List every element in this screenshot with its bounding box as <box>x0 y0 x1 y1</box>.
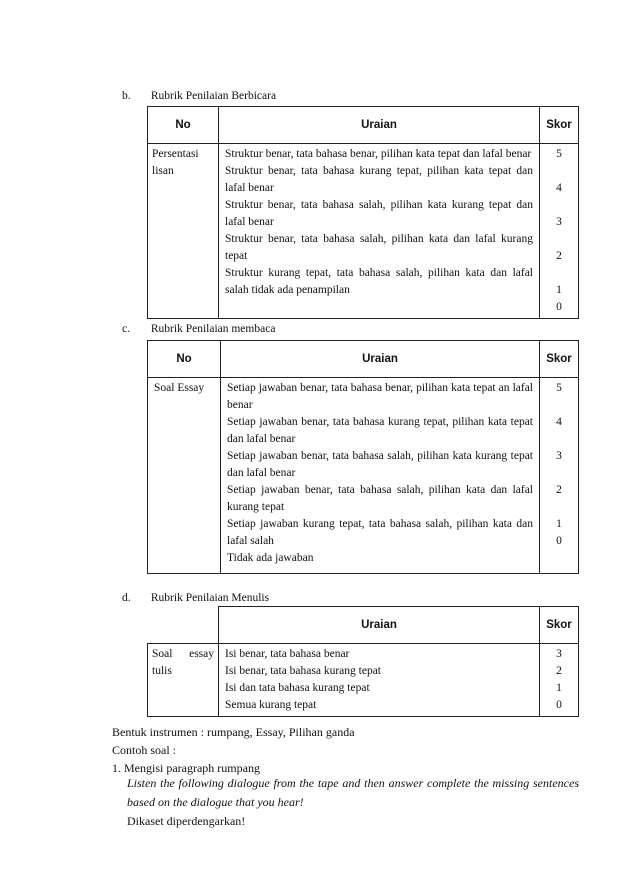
score-value: 1 <box>556 284 562 296</box>
table-row <box>148 378 579 574</box>
criterion-text: Struktur benar, tata bahasa salah, pilihan kata dan lafal kurang tepat <box>225 233 533 262</box>
score-value: 2 <box>556 250 562 262</box>
section-d-heading <box>122 592 269 604</box>
score-value: 3 <box>556 450 562 462</box>
speaking-rubric-table <box>147 106 579 319</box>
criterion-text: Isi dan tata bahasa kurang tepat <box>225 682 370 694</box>
criterion-text: Setiap jawaban benar, tata bahasa kurang tepat, pilihan kata tepat dan lafal benar <box>227 416 533 445</box>
description-cell <box>221 378 540 574</box>
score-value: 2 <box>556 665 562 677</box>
instrument-form-line: Bentuk instrumen : rumpang, Essay, Pilihan ganda <box>112 725 355 739</box>
category-cell: Persentasi lisan <box>148 144 219 319</box>
task-heading: 1. Mengisi paragraph rumpang <box>112 761 260 775</box>
score-value: 3 <box>556 216 562 228</box>
criterion-text: Setiap jawaban kurang tepat, tata bahasa salah, pilihan kata dan lafal salah <box>227 518 533 547</box>
section-c-letter: c. <box>122 323 130 335</box>
score-cell <box>540 144 579 319</box>
tape-note: Dikaset diperdengarkan! <box>127 814 246 828</box>
score-value: 5 <box>556 148 562 160</box>
writing-rubric-table <box>147 606 579 717</box>
section-b-heading <box>122 90 276 102</box>
criterion-text: Isi benar, tata bahasa benar <box>225 648 350 660</box>
header-skor: Skor <box>540 607 579 644</box>
section-d-letter: d. <box>122 592 131 604</box>
criterion-text: Struktur kurang tepat, tata bahasa salah, pilihan kata dan lafal salah tidak ada penampilan <box>225 267 533 296</box>
score-value: 5 <box>556 382 562 394</box>
section-b-title: Rubrik Penilaian Berbicara <box>150 90 277 102</box>
score-value: 1 <box>556 682 562 694</box>
description-cell <box>219 144 540 319</box>
table-header-row <box>148 107 579 144</box>
header-blank-cell <box>148 607 219 644</box>
table-row <box>148 144 579 319</box>
header-no: No <box>148 341 221 378</box>
category-cell: Soal Essay <box>148 378 221 574</box>
score-value: 4 <box>556 182 562 194</box>
header-uraian: Uraian <box>219 607 540 644</box>
header-no: No <box>148 107 219 144</box>
score-value: 0 <box>556 699 562 711</box>
criterion-text: Semua kurang tepat <box>225 699 317 711</box>
header-skor: Skor <box>540 107 579 144</box>
example-label: Contoh soal : <box>112 743 177 757</box>
criterion-text: Struktur benar, tata bahasa salah, pilihan kata kurang tepat dan lafal benar <box>225 199 533 228</box>
score-value: 0 <box>556 301 562 313</box>
criterion-text: Tidak ada jawaban <box>227 552 314 564</box>
criterion-text: Setiap jawaban benar, tata bahasa benar, pilihan kata tepat an lafal benar <box>227 382 533 411</box>
score-value: 1 <box>556 518 562 530</box>
score-cell <box>540 378 579 574</box>
criterion-text: Setiap jawaban benar, tata bahasa salah, pilihan kata dan lafal kurang tepat <box>227 484 533 513</box>
criterion-text: Struktur benar, tata bahasa benar, pilihan kata tepat dan lafal benar <box>225 148 532 160</box>
section-c-heading <box>122 323 275 335</box>
table-header-row <box>148 341 579 378</box>
section-d-title: Rubrik Penilaian Menulis <box>150 592 270 604</box>
section-b-letter: b. <box>122 90 131 102</box>
score-cell <box>540 644 579 717</box>
category-cell: Soal essay tulis <box>148 644 219 717</box>
criterion-text: Isi benar, tata bahasa kurang tepat <box>225 665 381 677</box>
header-skor: Skor <box>540 341 579 378</box>
description-cell <box>219 644 540 717</box>
score-value: 0 <box>556 535 562 547</box>
header-uraian: Uraian <box>221 341 540 378</box>
score-value: 4 <box>556 416 562 428</box>
table-row <box>148 644 579 717</box>
score-value: 2 <box>556 484 562 496</box>
section-c-title: Rubrik Penilaian membaca <box>150 323 276 335</box>
listening-instruction: Listen the following dialogue from the tape and then answer complete the missing sentences based on the dialogue that you hear! <box>127 776 579 809</box>
header-uraian: Uraian <box>219 107 540 144</box>
score-value: 3 <box>556 648 562 660</box>
criterion-text: Setiap jawaban benar, tata bahasa salah, pilihan kata kurang tepat dan lafal benar <box>227 450 533 479</box>
criterion-text: Struktur benar, tata bahasa kurang tepat, pilihan kata tepat dan lafal benar <box>225 165 533 194</box>
reading-rubric-table <box>147 340 579 574</box>
table-header-row <box>148 607 579 644</box>
